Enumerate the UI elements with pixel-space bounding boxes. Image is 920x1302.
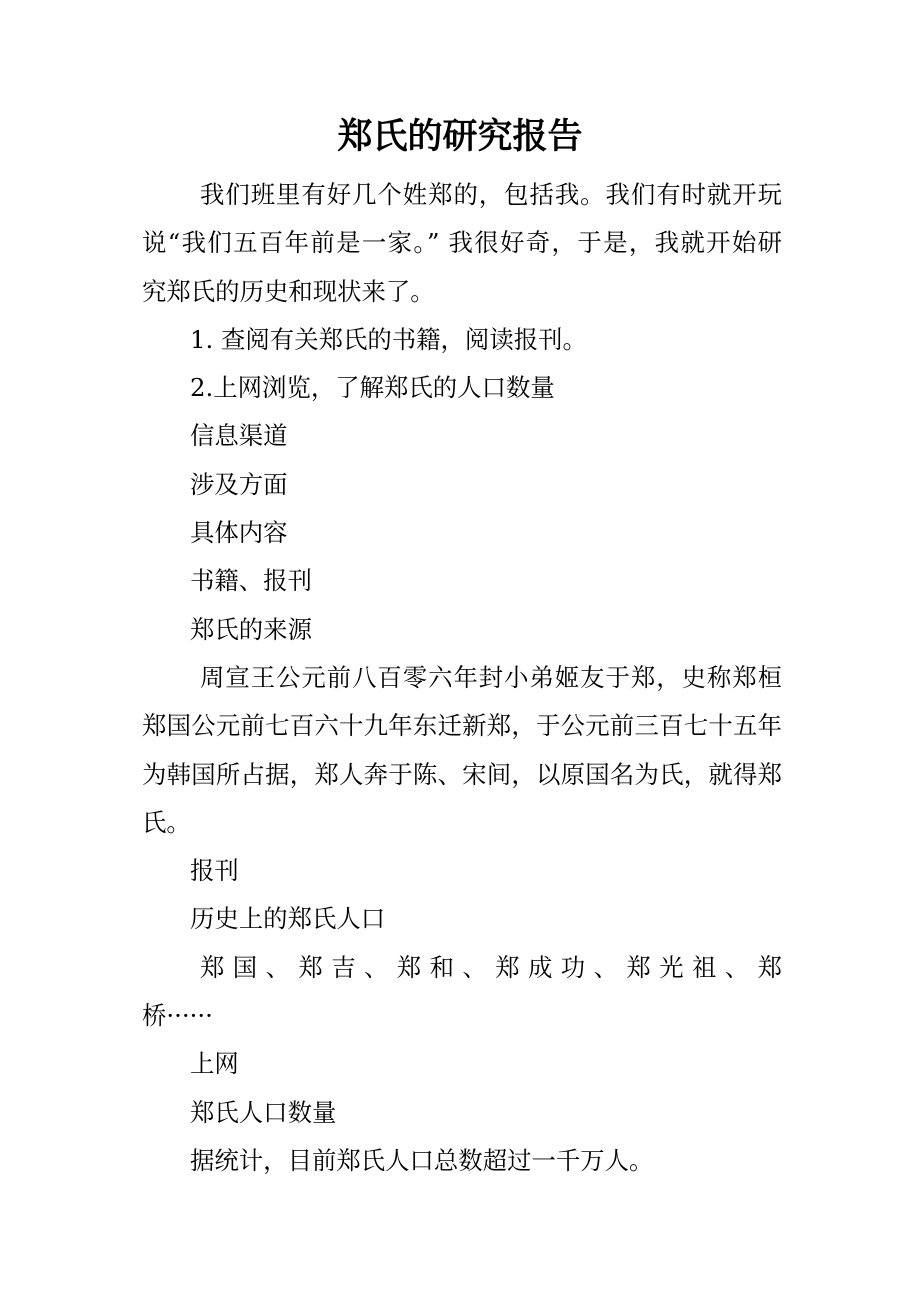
text-line: 书籍、报刊 [190, 566, 312, 596]
text-line: 信息渠道 [190, 421, 288, 451]
text-line: 历史上的郑氏人口 [190, 904, 386, 934]
text-line: 桥······ [142, 1001, 213, 1031]
text-line: 报刊 [190, 856, 239, 886]
text-line: 郑 国 、 郑 吉 、 郑 和 、 郑 成 功 、 郑 光 祖 、 郑 [200, 952, 782, 982]
text-line: 据统计，目前郑氏人口总数超过一千万人。 [190, 1145, 654, 1175]
document-title: 郑氏的研究报告 [337, 116, 583, 157]
text-line: 上网 [190, 1049, 239, 1079]
text-line: 2.上网浏览，了解郑氏的人口数量 [190, 373, 555, 403]
text-line: 具体内容 [190, 518, 288, 548]
document-body [142, 171, 782, 1185]
text-line: 说“我们五百年前是一家。” 我很好奇，于是，我就开始研 [142, 228, 782, 258]
text-line: 涉及方面 [190, 469, 288, 499]
text-line: 1. 查阅有关郑氏的书籍，阅读报刊。 [190, 324, 587, 354]
text-line: 郑国公元前七百六十九年东迁新郑，于公元前三百七十五年 [142, 711, 782, 741]
text-line: 郑氏的来源 [190, 614, 312, 644]
text-line: 郑氏人口数量 [190, 1097, 337, 1127]
text-line: 究郑氏的历史和现状来了。 [142, 276, 435, 306]
text-line: 我们班里有好几个姓郑的，包括我。我们有时就开玩 [200, 180, 782, 209]
text-line: 周宣王公元前八百零六年封小弟姬友于郑，史称郑桓 [200, 662, 782, 692]
text-line: 为韩国所占据，郑人奔于陈、宋间，以原国名为氏，就得郑 [142, 759, 782, 789]
text-line: 氏。 [142, 807, 191, 837]
